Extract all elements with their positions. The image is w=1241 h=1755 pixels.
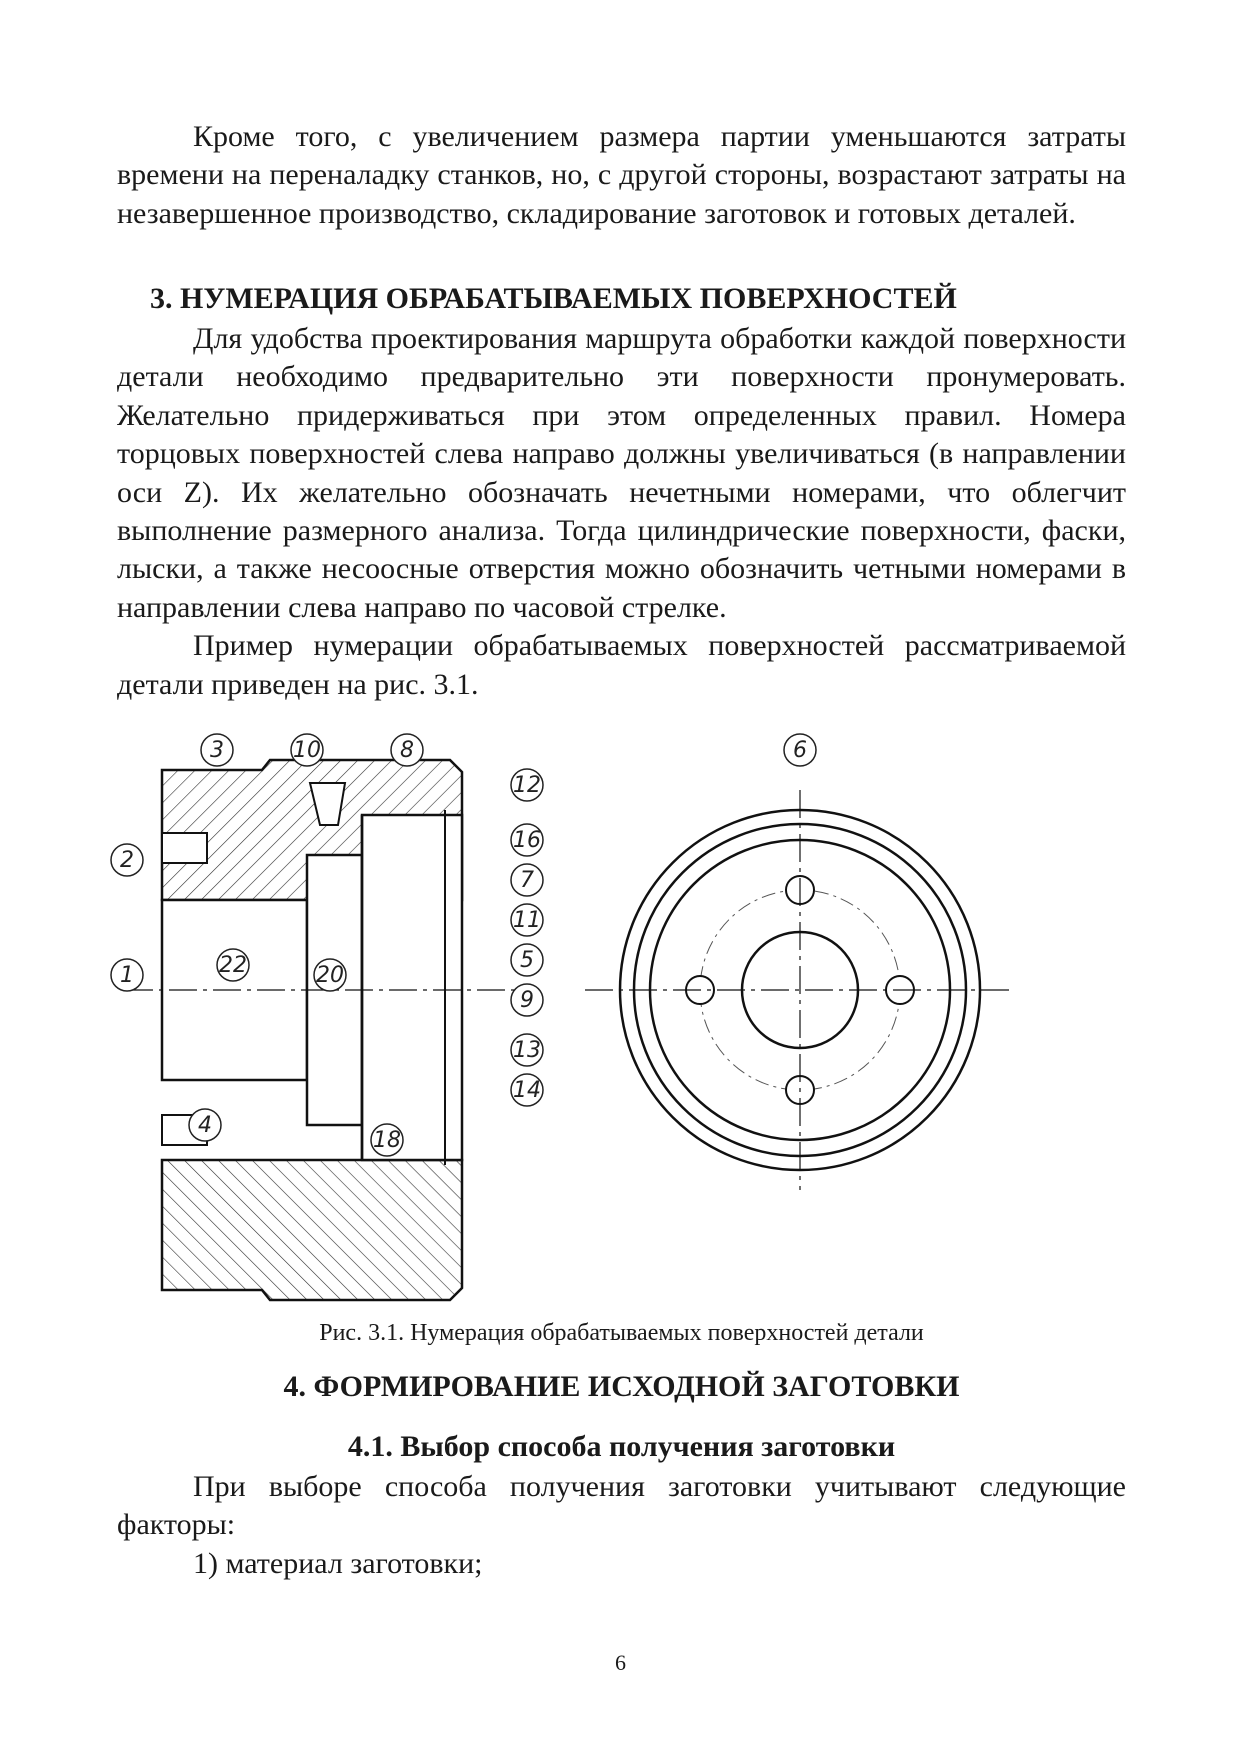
section-view — [125, 760, 520, 1300]
svg-text:5: 5 — [520, 948, 534, 973]
svg-text:1: 1 — [120, 963, 134, 988]
label-4 — [189, 1109, 221, 1141]
label-13 — [511, 1034, 543, 1066]
label-7 — [511, 864, 543, 896]
svg-text:11: 11 — [513, 908, 541, 933]
label-8 — [391, 734, 423, 766]
label-16 — [511, 824, 543, 856]
svg-text:10: 10 — [293, 738, 321, 763]
svg-text:22: 22 — [219, 953, 247, 978]
end-view — [585, 790, 1015, 1190]
svg-text:18: 18 — [373, 1128, 401, 1153]
intro-block — [117, 118, 1126, 233]
svg-text:12: 12 — [513, 773, 541, 798]
svg-text:9: 9 — [520, 988, 534, 1013]
subsection-4-1-heading: 4.1. Выбор способа получения заготовки — [347, 1430, 896, 1463]
section-3-body — [117, 320, 1126, 704]
label-11 — [511, 904, 543, 936]
label-1 — [111, 959, 143, 991]
section-4-block — [117, 1368, 1126, 1406]
section-4-paragraph-1: При выборе способа получения заготовки учитывают следующие факторы: — [117, 1470, 1126, 1542]
label-18 — [371, 1124, 403, 1156]
section-4-list-item-1: 1) материал заготовки; — [193, 1546, 483, 1580]
label-3 — [201, 734, 233, 766]
figure-3-1 — [110, 738, 1120, 1315]
label-20 — [314, 959, 346, 991]
section-3-block — [150, 280, 1159, 318]
svg-text:20: 20 — [316, 963, 344, 988]
label-22 — [217, 949, 249, 981]
svg-text:16: 16 — [513, 828, 541, 853]
figure-caption: Рис. 3.1. Нумерация обрабатываемых поверхностей детали — [319, 1320, 924, 1346]
section-4-heading: 4. ФОРМИРОВАНИЕ ИСХОДНОЙ ЗАГОТОВКИ — [283, 1370, 960, 1403]
label-6 — [784, 734, 816, 766]
section-4-body — [117, 1468, 1126, 1583]
section-3-paragraph-2: Пример нумерации обрабатываемых поверхностей рассматриваемой детали приведен на рис. 3.1. — [117, 629, 1126, 701]
svg-text:14: 14 — [513, 1078, 541, 1103]
svg-text:13: 13 — [513, 1038, 541, 1063]
label-2 — [111, 844, 143, 876]
intro-paragraph: Кроме того, с увеличением размера партии уменьшаются затраты времени на переналадку станков, но, с другой стороны, возрастают затраты на незавершенное производство, складирование заготовок и готовых деталей. — [117, 120, 1126, 230]
label-12 — [511, 769, 543, 801]
label-5 — [511, 944, 543, 976]
svg-text:7: 7 — [520, 868, 534, 893]
label-10 — [291, 734, 323, 766]
page-number: 6 — [615, 1650, 626, 1675]
label-14 — [511, 1074, 543, 1106]
svg-text:4: 4 — [198, 1113, 212, 1138]
label-9 — [511, 984, 543, 1016]
svg-text:6: 6 — [793, 738, 807, 763]
subsection-4-1-block — [117, 1428, 1126, 1466]
section-3-heading: 3. НУМЕРАЦИЯ ОБРАБАТЫВАЕМЫХ ПОВЕРХНОСТЕЙ — [150, 282, 957, 315]
svg-text:3: 3 — [210, 738, 224, 763]
svg-text:2: 2 — [120, 848, 134, 873]
section-3-paragraph-1: Для удобства проектирования маршрута обработки каждой поверхности детали необходимо предварительно эти поверхности пронумеровать. Желательно придерживаться при этом определенных правил. Номера торцовых поверхностей слева направо должны увеличиваться (в направлении оси Z). Их желательно обозначать нечетными номерами, что облегчит выполнение размерного анализа. Тогда цилиндрические поверхности, фаски, лыски, а также несоосные отверстия можно обозначить четными номерами в направлении слева направо по часовой стрелке. — [117, 322, 1126, 624]
svg-text:8: 8 — [400, 738, 414, 763]
